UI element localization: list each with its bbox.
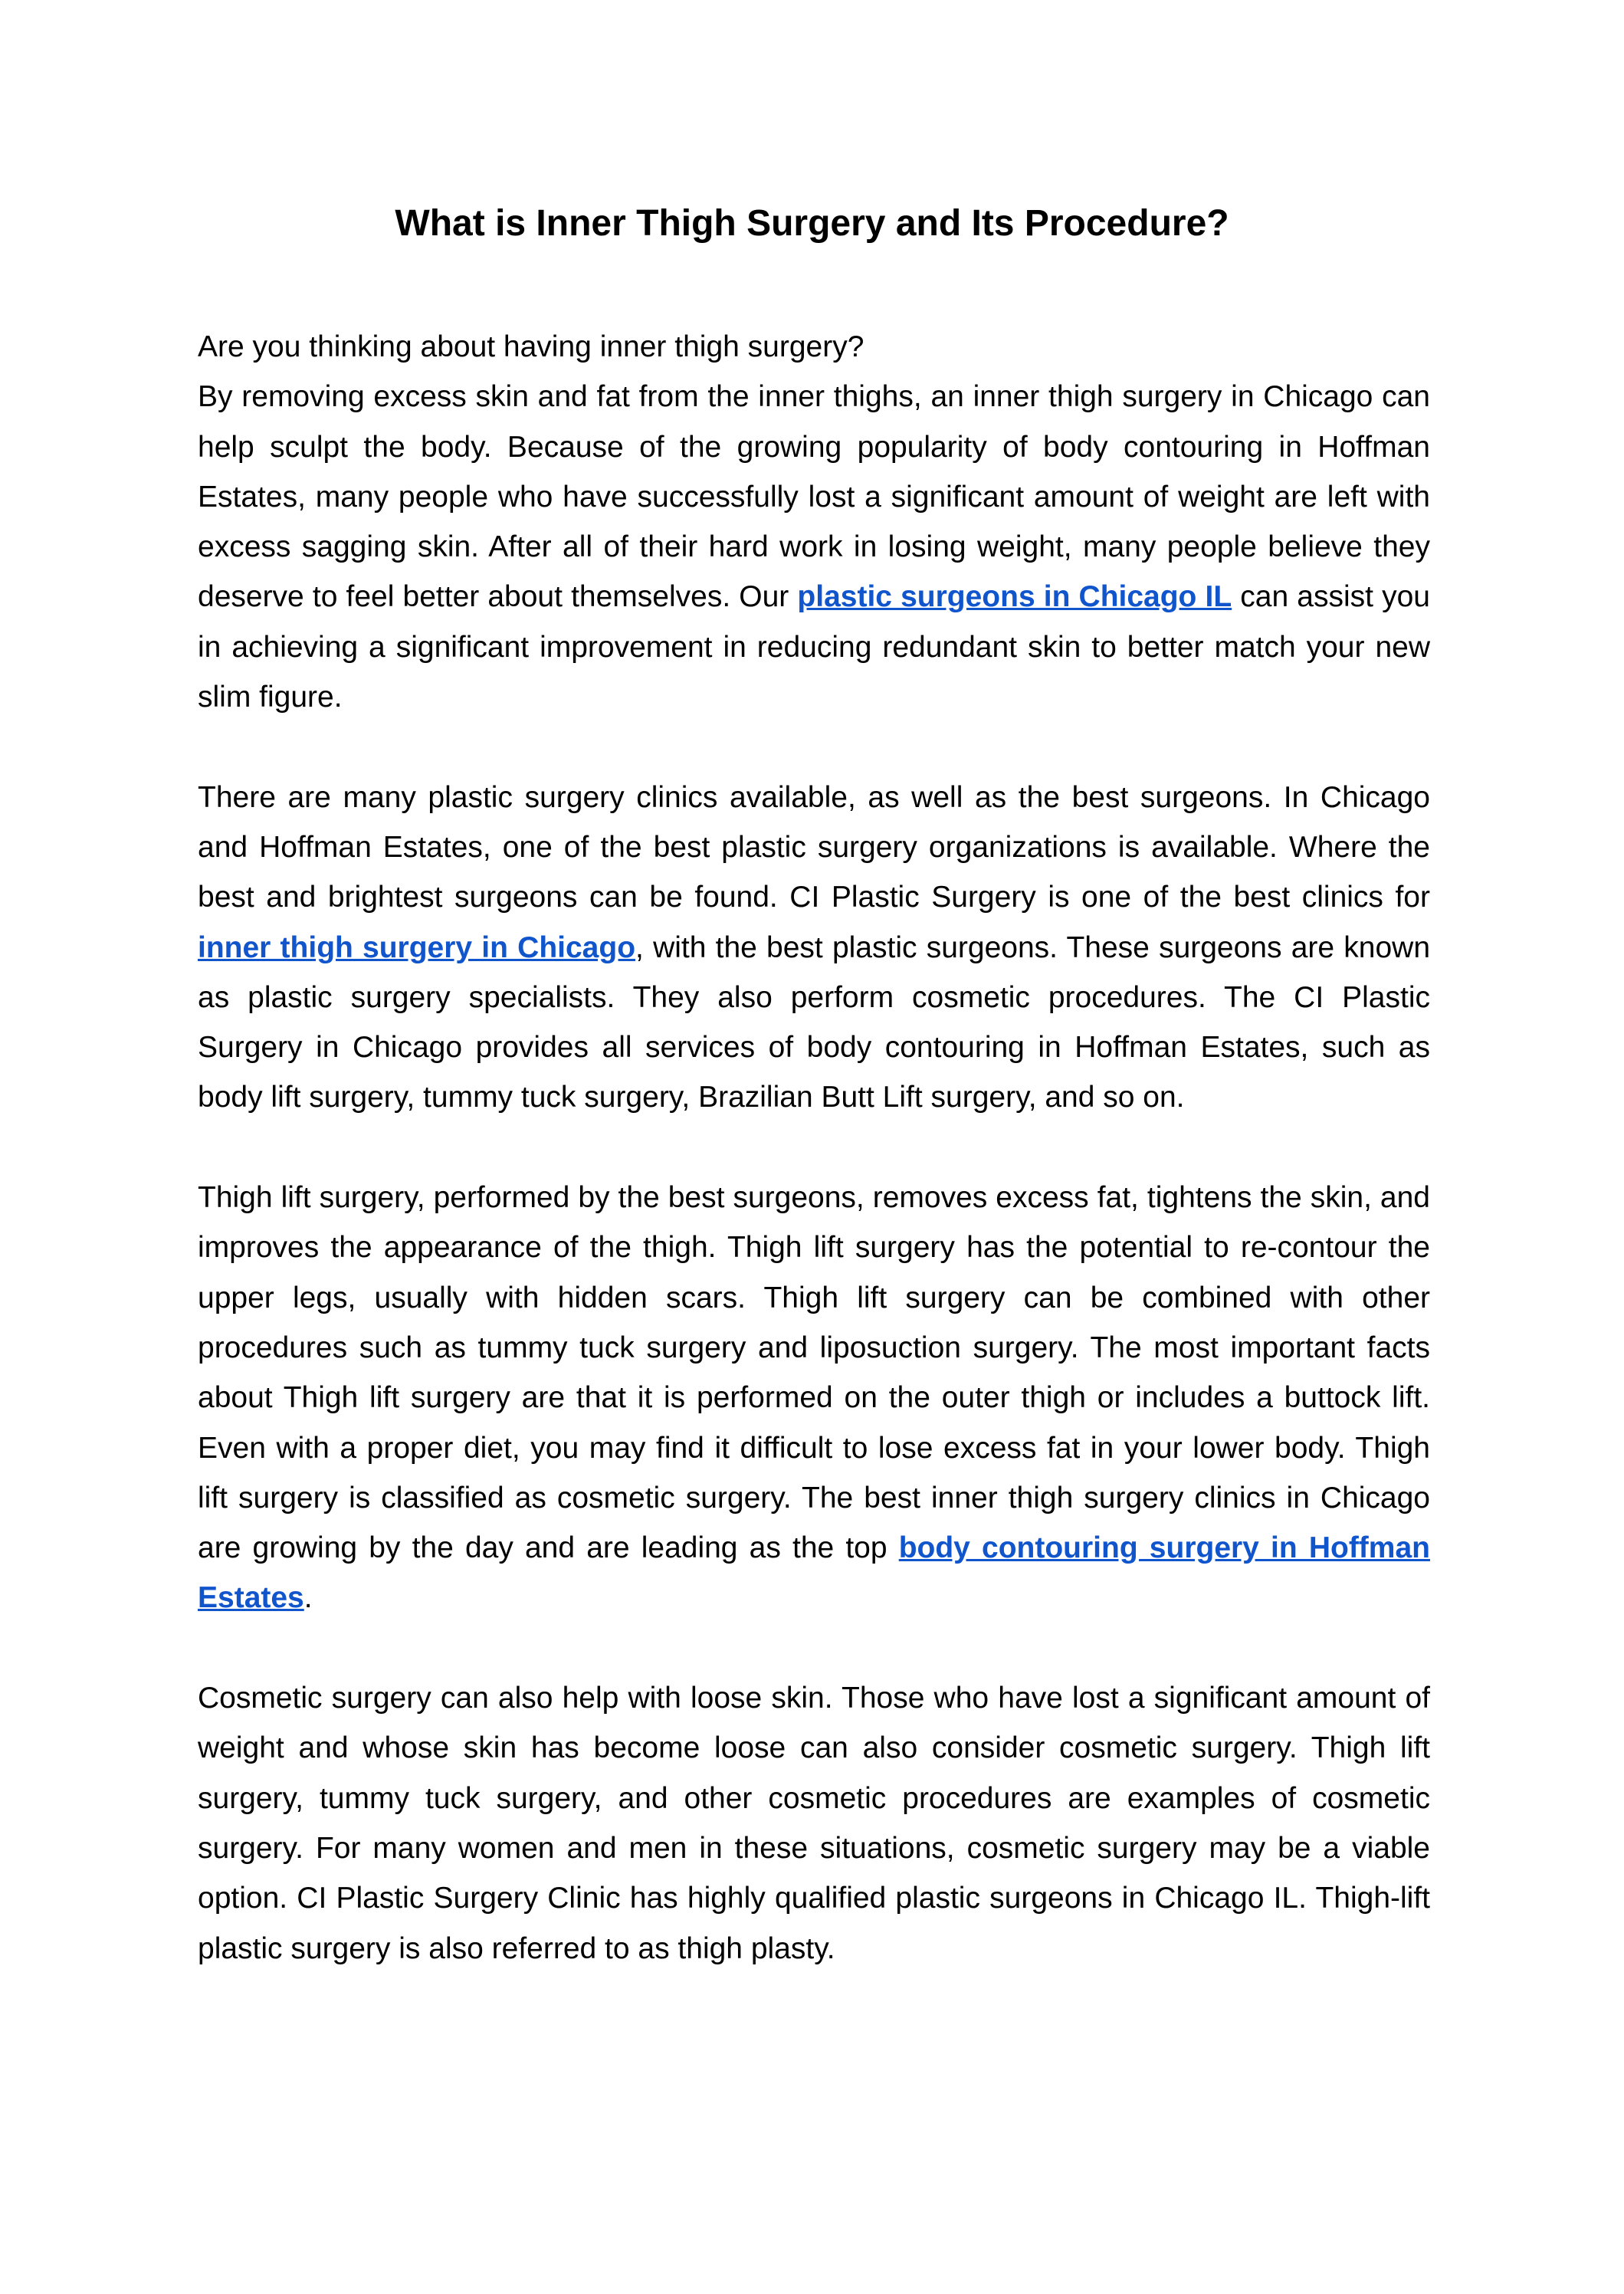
page-title: What is Inner Thigh Surgery and Its Procedure? [395,203,1229,244]
paragraph-3-text-start: Thigh lift surgery, performed by the best surgeons, removes excess fat, tightens the skin, and improves the appearance of the thigh. Thigh lift surgery has the potential to re-contour the upper legs, usually with hidden scars. Thigh lift surgery can be combined with other procedures such as tummy tuck surgery and liposuction surgery. The most important facts about Thigh lift surgery are that it is performed on the outer thigh or includes a buttock lift. Even with a proper diet, you may find it difficult to lose excess fat in your lower body. Thigh lift surgery is classified as cosmetic surgery. The best inner thigh surgery clinics in Chicago are growing by the day and are leading as the top [198,1181,1430,1565]
paragraph-4: Cosmetic surgery can also help with loose skin. Those who have lost a significant amount of weight and whose skin has become loose can also consider cosmetic surgery. Thigh lift surgery, tummy tuck surgery, and other cosmetic procedures are examples of cosmetic surgery. For many women and men in these situations, cosmetic surgery may be a viable option. CI Plastic Surgery Clinic has highly qualified plastic surgeons in Chicago IL. Thigh-lift plastic surgery is also referred to as thigh plasty. [198,1682,1430,1965]
paragraph-2-text-start: There are many plastic surgery clinics available, as well as the best surgeons. In Chicago and Hoffman Estates, one of the best plastic surgery organizations is available. Where the best and brightest surgeons can be found. CI Plastic Surgery is one of the best clinics for [198,780,1430,914]
body-contouring-hoffman-estates-link[interactable]: body contouring surgery in Hoffman Estates [198,1531,1430,1615]
paragraph-2 [198,773,1430,1123]
document-body [198,322,1430,1974]
paragraph-1 [198,372,1430,722]
paragraph-1-text-start: By removing excess skin and fat from the inner thighs, an inner thigh surgery in Chicago can help sculpt the body. Because of the growing popularity of body contouring in Hoffman Estates, many people who have successfully lost a significant amount of weight are left with excess sagging skin. After all of their hard work in losing weight, many people believe they deserve to feel better about themselves. Our [198,380,1430,614]
paragraph-3-text-end: . [303,1581,313,1615]
intro-question: Are you thinking about having inner thigh surgery? [198,330,864,363]
plastic-surgeons-chicago-link[interactable]: plastic surgeons in Chicago IL [797,580,1232,614]
inner-thigh-surgery-chicago-link[interactable]: inner thigh surgery in Chicago [198,930,636,964]
paragraph-2-text-end: , with the best plastic surgeons. These surgeons are known as plastic surgery specialists. They also perform cosmetic procedures. The CI Plastic Surgery in Chicago provides all services of body contouring in Hoffman Estates, such as body lift surgery, tummy tuck surgery, Brazilian Butt Lift surgery, and so on. [198,930,1431,1114]
paragraph-3 [198,1173,1430,1623]
paragraph-1-text-end: can assist you in achieving a significant improvement in reducing redundant skin to better match your new slim figure. [198,580,1430,714]
